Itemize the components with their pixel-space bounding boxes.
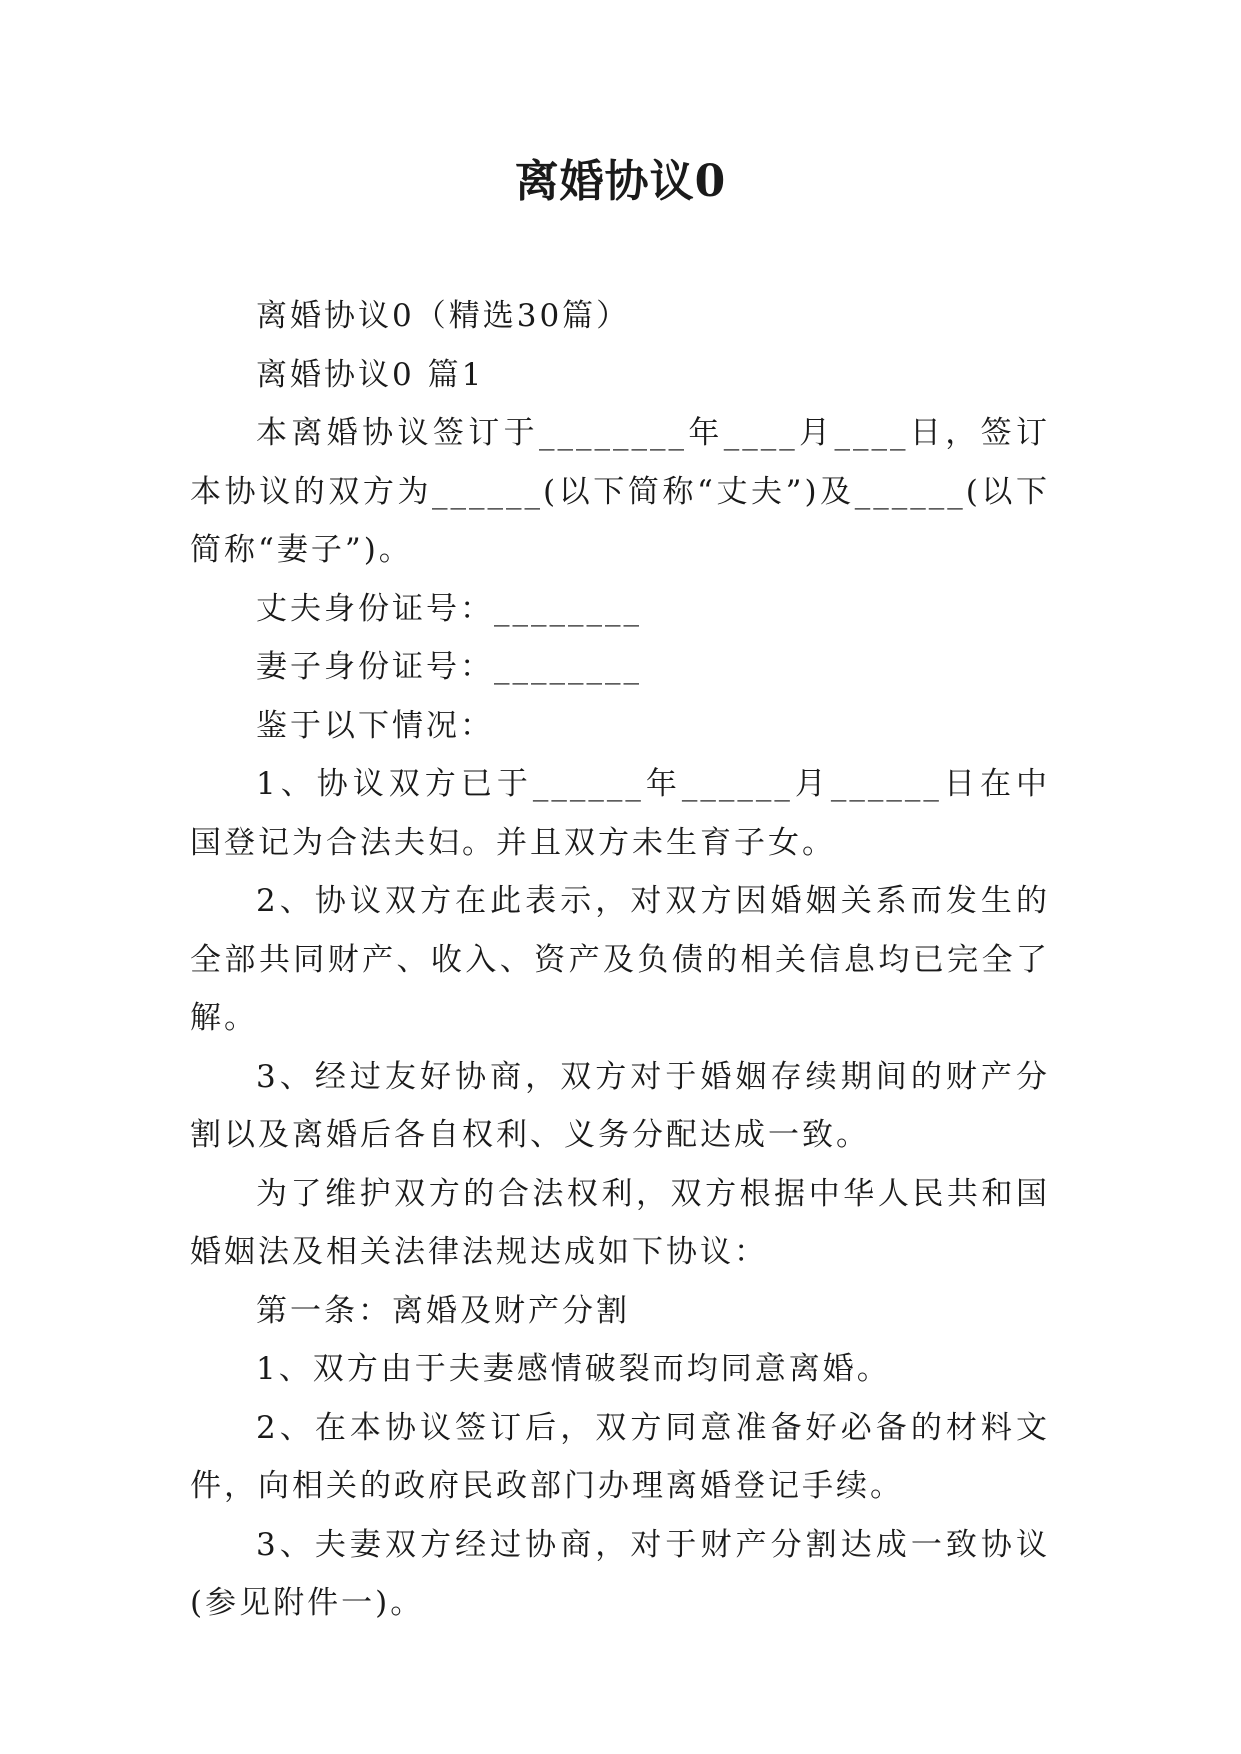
document-title: 离婚协议0 xyxy=(514,156,727,207)
article-1-item-2: 2、在本协议签订后，双方同意准备好必备的材料文件，向相关的政府民政部门办理离婚登记手续。 xyxy=(190,1409,1050,1504)
article-1-item-3: 3、夫妻双方经过协商，对于财产分割达成一致协议(参见附件一)。 xyxy=(190,1526,1050,1621)
whereas-item-2: 2、协议双方在此表示，对双方因婚姻关系而发生的全部共同财产、收入、资产及负债的相关信息均已完全了解。 xyxy=(190,883,1050,1036)
article-1-item-1: 1、双方由于夫妻感情破裂而均同意离婚。 xyxy=(256,1351,891,1387)
subtitle-paragraph: 离婚协议0（精选30篇） xyxy=(256,298,631,334)
whereas-item-3: 3、经过友好协商，双方对于婚姻存续期间的财产分割以及离婚后各自权利、义务分配达成一致。 xyxy=(190,1058,1050,1153)
husband-id-line: 丈夫身份证号：________ xyxy=(256,590,642,627)
whereas-heading: 鉴于以下情况： xyxy=(256,707,494,744)
whereas-item-1: 1、协议双方已于______年______月______日在中国登记为合法夫妇。并且双方未生育子女。 xyxy=(190,766,1050,861)
section-heading: 离婚协议0 篇1 xyxy=(256,356,485,393)
agreement-intro-paragraph: 本离婚协议签订于________年____月____日，签订本协议的双方为______(以下简称“丈夫”)及______(以下简称“妻子”)。 xyxy=(190,415,1050,568)
purpose-paragraph: 为了维护双方的合法权利，双方根据中华人民共和国婚姻法及相关法律法规达成如下协议： xyxy=(190,1175,1050,1270)
wife-id-line: 妻子身份证号：________ xyxy=(256,649,642,685)
document-body xyxy=(190,287,1050,1633)
article-1-heading: 第一条：离婚及财产分割 xyxy=(256,1292,630,1329)
